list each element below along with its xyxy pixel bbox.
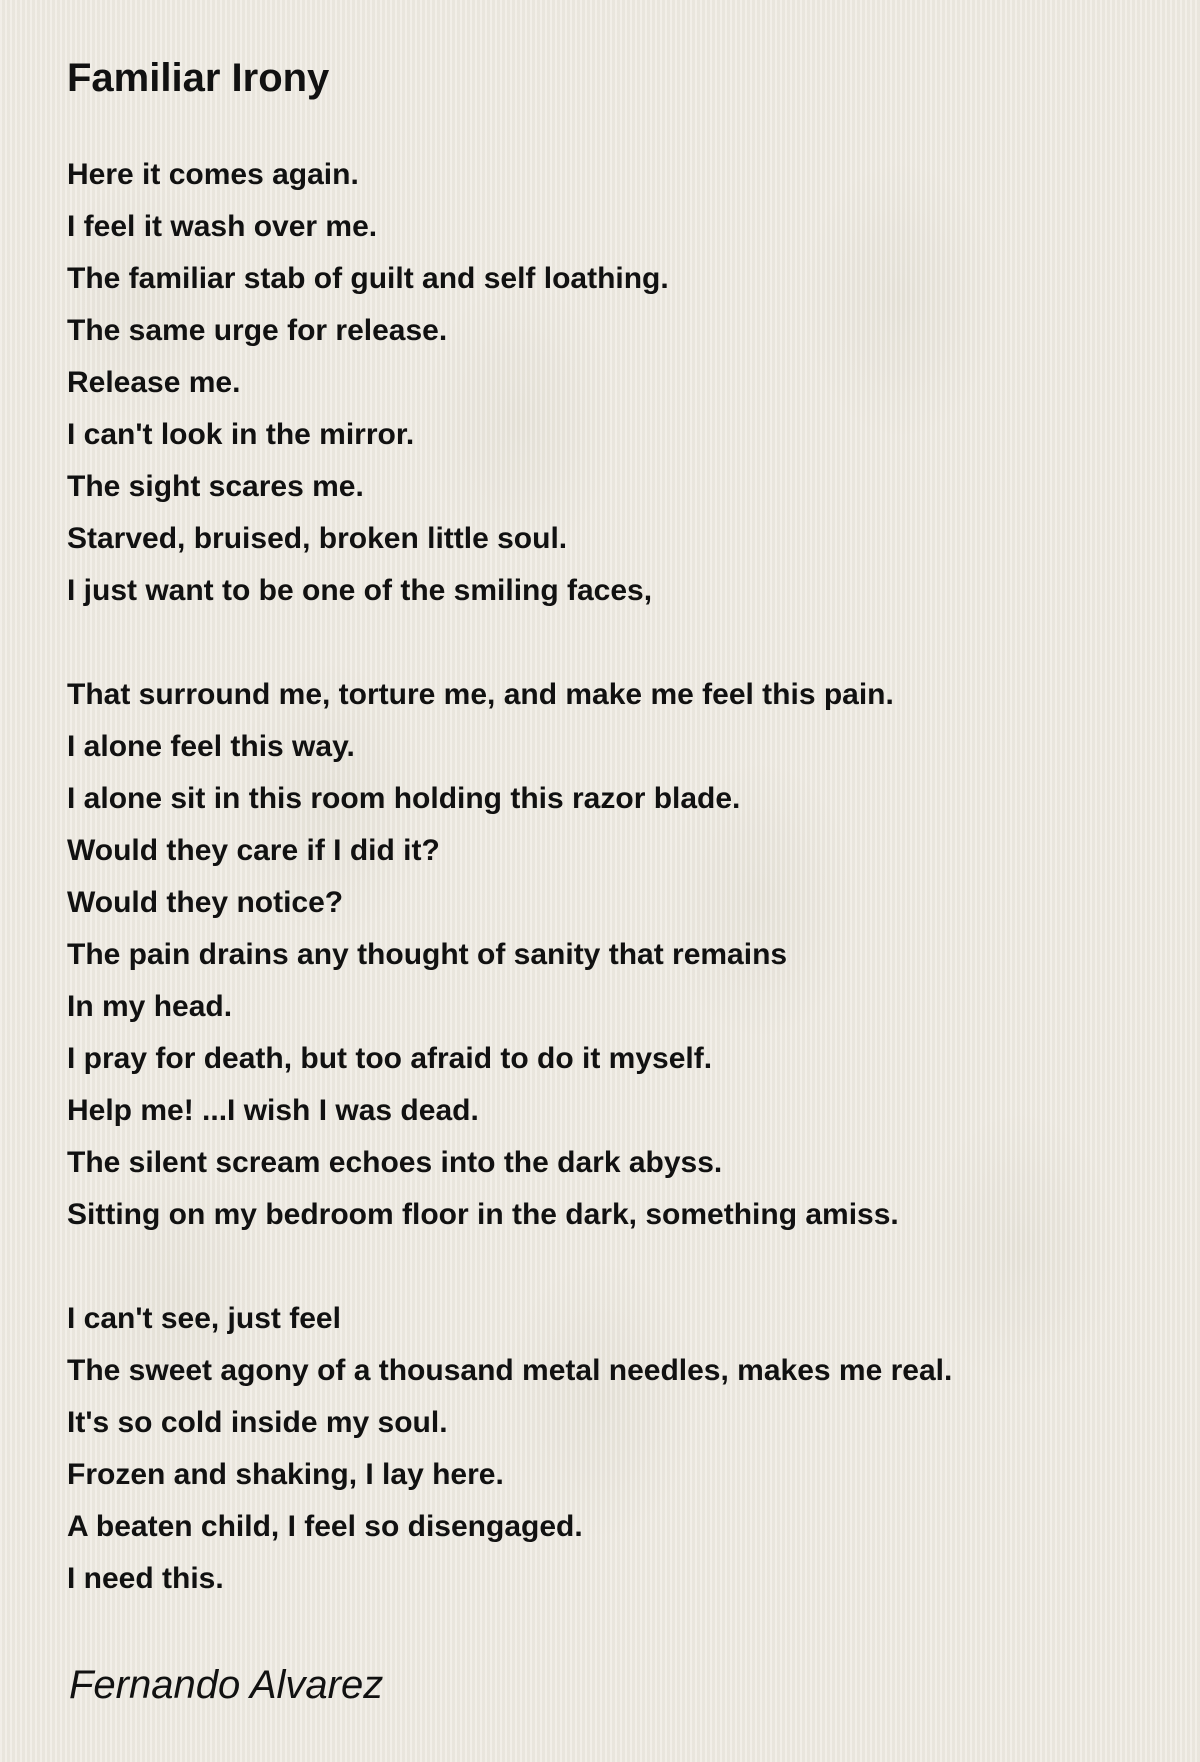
poem-line: I can't look in the mirror. <box>67 418 415 451</box>
poem-line: The familiar stab of guilt and self loathing. <box>67 262 669 295</box>
poem-line: I just want to be one of the smiling faces, <box>67 574 653 607</box>
poem-line: Frozen and shaking, I lay here. <box>67 1458 504 1491</box>
poem-line: In my head. <box>67 990 233 1023</box>
poem-line: I alone sit in this room holding this razor blade. <box>67 782 741 815</box>
poem-line: Here it comes again. <box>67 158 359 191</box>
poem-line: A beaten child, I feel so disengaged. <box>67 1510 583 1543</box>
poem-line: The same urge for release. <box>67 314 448 347</box>
poem-line: Help me! ...I wish I was dead. <box>67 1094 479 1127</box>
poem-author: Fernando Alvarez <box>69 1663 384 1707</box>
poem-title: Familiar Irony <box>67 56 330 100</box>
poem-body <box>67 149 1167 1657</box>
poem-line: I alone feel this way. <box>67 730 355 763</box>
poem-line: It's so cold inside my soul. <box>67 1406 448 1439</box>
poem-line: Would they care if I did it? <box>67 834 440 867</box>
poem-line: Release me. <box>67 366 241 399</box>
stanza-2 <box>67 669 1167 1241</box>
poem-line: The sweet agony of a thousand metal needles, makes me real. <box>67 1354 953 1387</box>
stanza-3 <box>67 1293 1167 1605</box>
stanza-1 <box>67 149 1167 617</box>
poem-line: The silent scream echoes into the dark abyss. <box>67 1146 723 1179</box>
poem-line: I need this. <box>67 1562 224 1595</box>
poem-line: Would they notice? <box>67 886 344 919</box>
poem-line: I feel it wash over me. <box>67 210 378 243</box>
poem-line: I can't see, just feel <box>67 1302 341 1335</box>
poem-line: Starved, bruised, broken little soul. <box>67 522 568 555</box>
poem-line: Sitting on my bedroom floor in the dark, something amiss. <box>67 1198 899 1231</box>
poem-line: The pain drains any thought of sanity that remains <box>67 938 788 971</box>
poem-line: The sight scares me. <box>67 470 364 503</box>
poem-line: I pray for death, but too afraid to do it myself. <box>67 1042 713 1075</box>
poem-line: That surround me, torture me, and make me feel this pain. <box>67 678 894 711</box>
